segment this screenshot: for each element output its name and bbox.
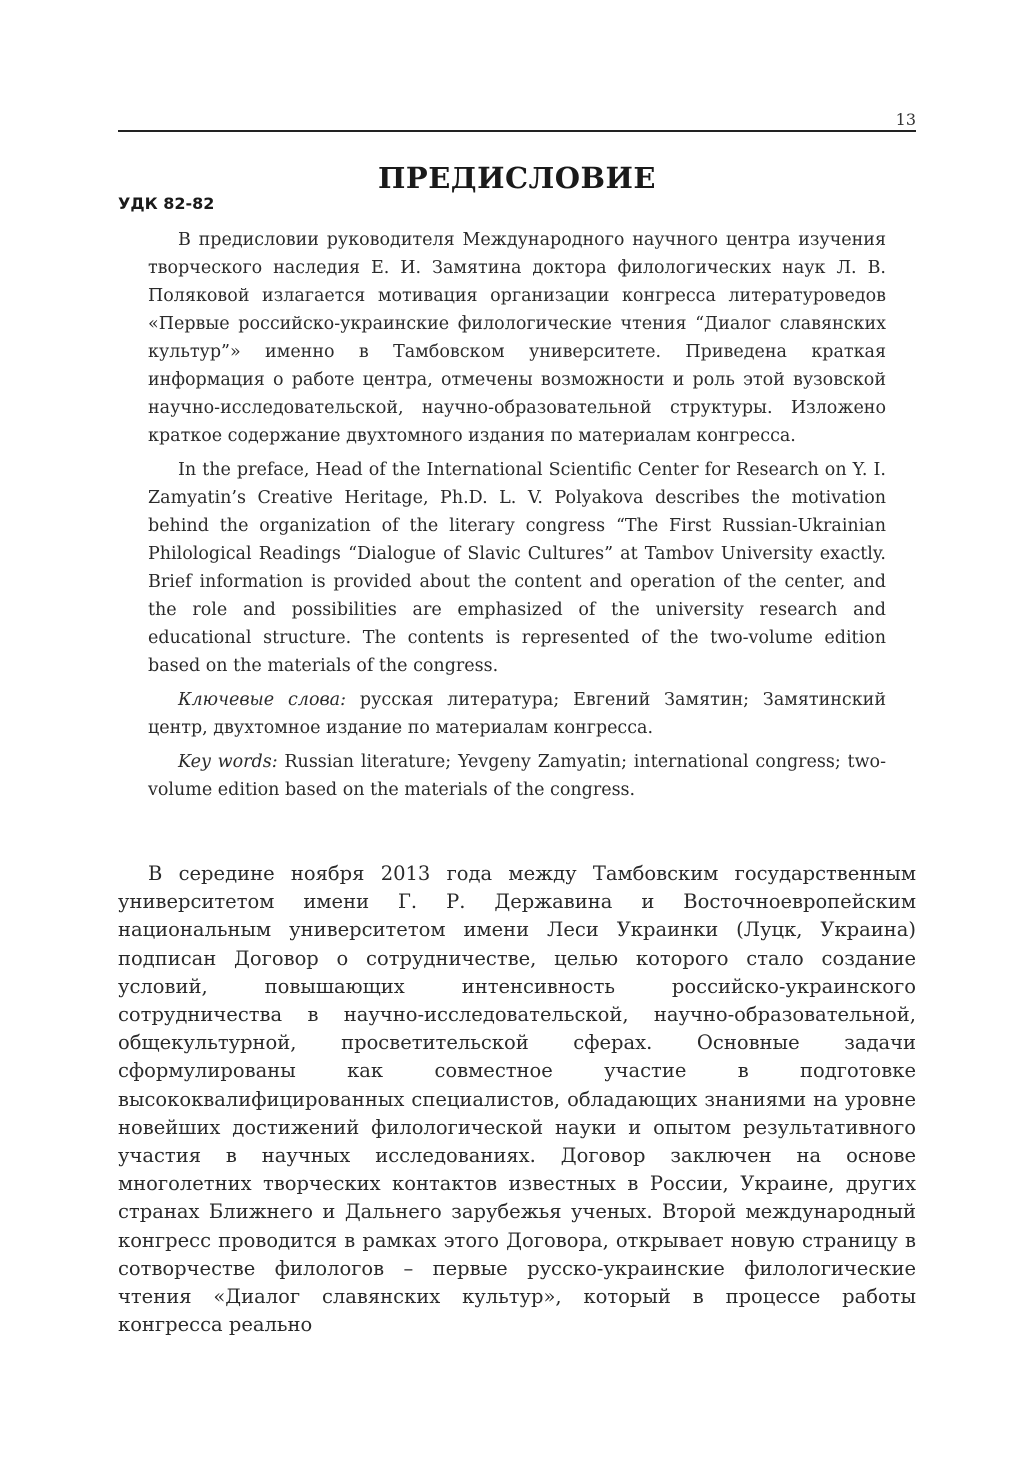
udk-code: УДК 82-82 [118,194,215,213]
keywords-english-label: Key words: [178,752,278,772]
abstract-english: In the preface, Head of the International Scientific Center for Research on Y. I. Zamyatin’s Creative Heritage, Ph.D. L. V. Polyakova describes the motivation behind the organization of the literary congress “The First Russian-Ukrainian Philological Readings “Dialogue of Slavic Cultures” at Tambov University exactly. Brief information is provided about the content and operation of the center, and the role and possibilities are emphasized of the university research and educational structure. The contents is represented of the two-volume edition based on the materials of the congress. [148,460,886,676]
main-text [118,860,916,1339]
page-title: ПРЕДИСЛОВИЕ [378,161,656,196]
keywords-russian-label: Ключевые слова: [178,690,347,710]
header-rule [118,130,916,132]
keywords-russian-text: русская литература; Евгений Замятин; Замятинский центр, двухтомное издание по материалам конгресса. [148,690,886,738]
page-number: 13 [895,110,916,129]
keywords-english-text: Russian literature; Yevgeny Zamyatin; international congress; two-volume edition based on the materials of the congress. [148,752,886,800]
keywords-russian [148,686,886,742]
abstract-russian: В предисловии руководителя Международного научного центра изучения творческого наследия Е. И. Замятина доктора филологических наук Л. В. Поляковой излагается мотивация организации конгресса литературоведов «Первые российско-украинские филологические чтения “Диалог славянских культур”» именно в Тамбовском университете. Приведена краткая информация о работе центра, отмечены возможности и роль этой вузовской научно-исследовательской, научно-образовательной структуры. Изложено краткое содержание двухтомного издания по материалам конгресса. [148,230,886,446]
keywords-english [148,748,886,804]
body-paragraph: В середине ноября 2013 года между Тамбовским государственным университетом имени Г. Р. Державина и Восточноевропейским национальным университетом имени Леси Украинки (Луцк, Украина) подписан Договор о сотрудничестве, целью которого стало создание условий, повышающих интенсивность российско-украинского сотрудничества в научно-исследовательской, научно-образовательной, общекультурной, просветительской сферах. Основные задачи сформулированы как совместное участие в подготовке высококвалифицированных специалистов, обладающих знаниями на уровне новейших достижений филологической науки и опытом результативного участия в научных исследованиях. Договор заключен на основе многолетних творческих контактов известных в России, Украине, других странах Ближнего и Дальнего зарубежья ученых. Второй международный конгресс проводится в рамках этого Договора, открывает новую страницу в сотворчестве филологов – первые русско-украинские филологические чтения «Диалог славянских культур», который в процессе работы конгресса реально [118,862,916,1337]
abstract-block [148,226,886,810]
